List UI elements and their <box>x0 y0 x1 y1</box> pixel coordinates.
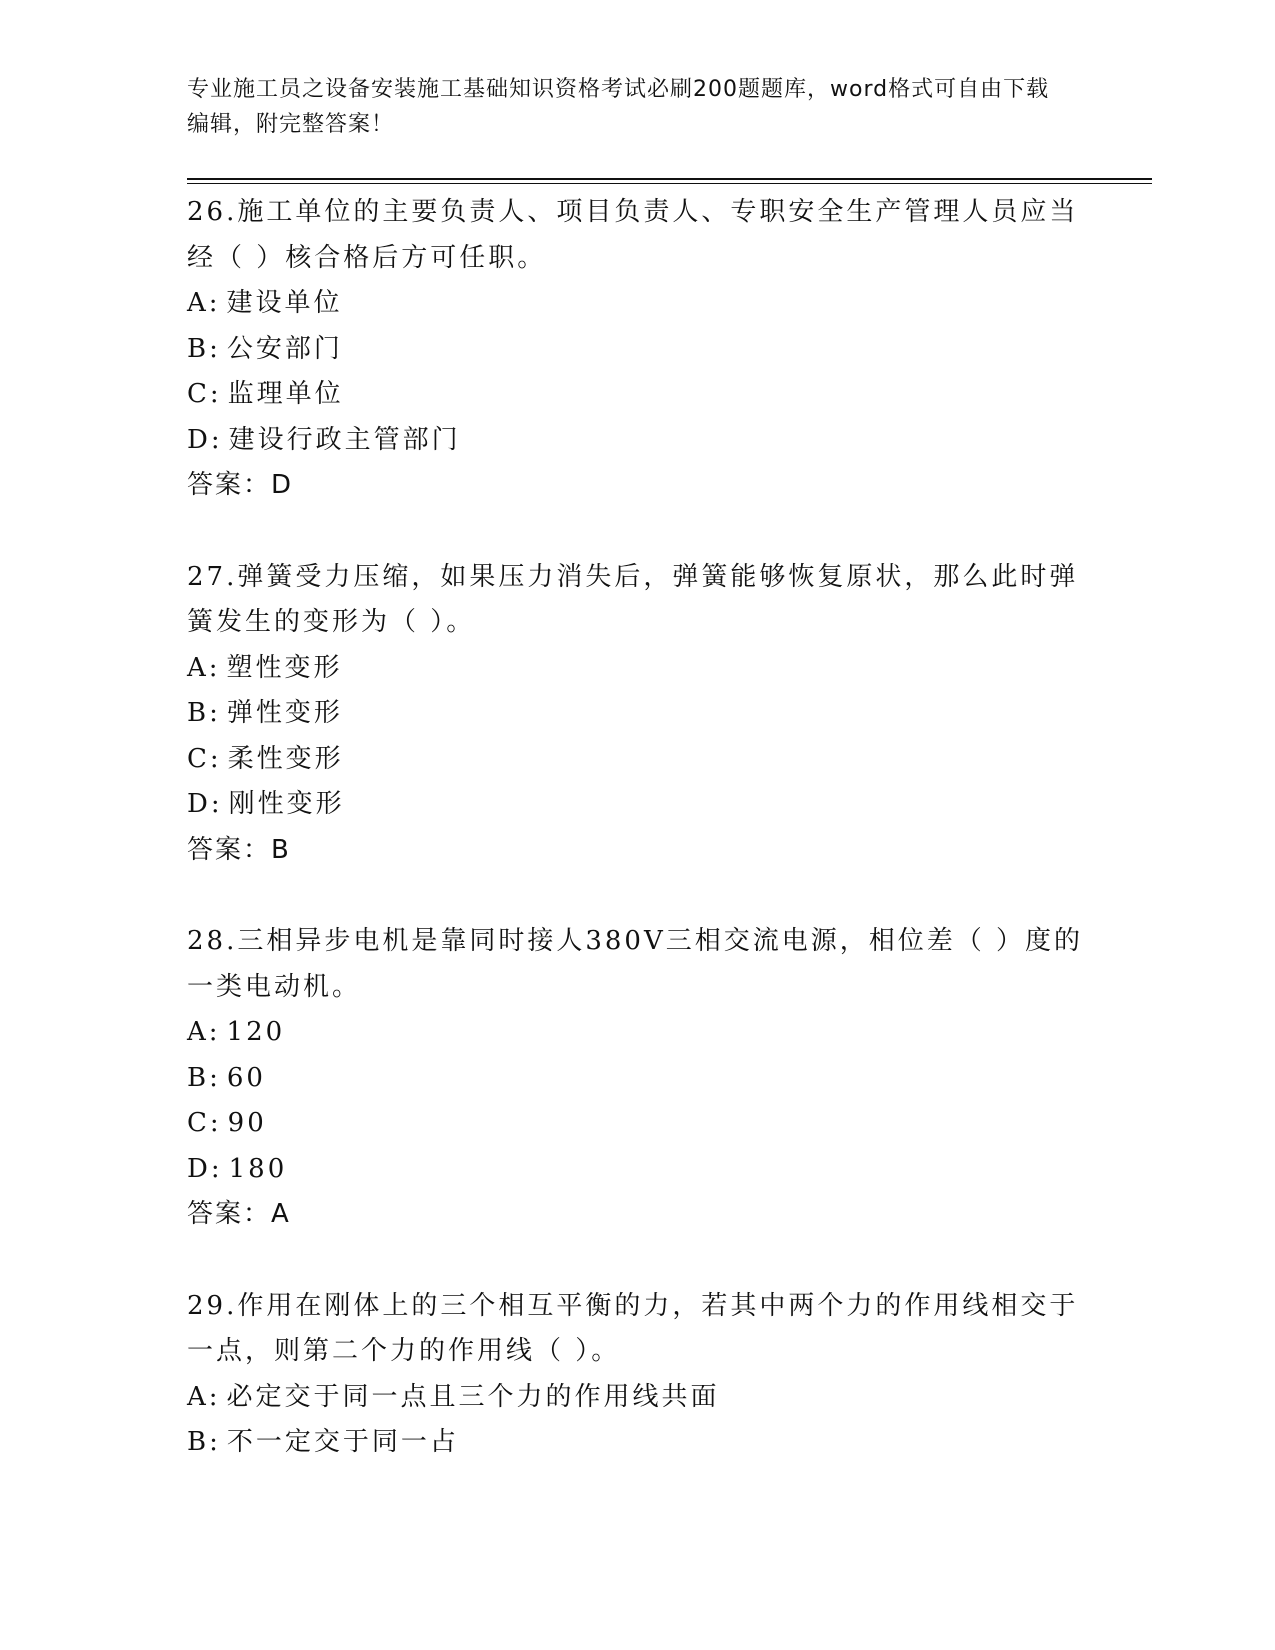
option-letter: D: <box>187 1153 223 1184</box>
option-text: 建设行政主管部门 <box>228 424 461 455</box>
option-letter: B: <box>187 698 221 728</box>
option-text: 不一定交于同一占 <box>226 1427 459 1457</box>
option-c <box>187 737 1087 783</box>
option-letter: C: <box>187 1108 222 1138</box>
option-letter: B: <box>187 1427 221 1457</box>
option-letter: A: <box>187 1017 221 1047</box>
question-28 <box>187 919 1087 1238</box>
answer-line: 答案：B <box>187 834 291 865</box>
question-stem: 29.作用在刚体上的三个相互平衡的力，若其中两个力的作用线相交于一点，则第二个力的作用线（ ）。 <box>187 1290 1079 1366</box>
option-letter: A: <box>187 652 221 683</box>
option-letter: D: <box>187 789 223 819</box>
option-d <box>187 1147 1087 1193</box>
option-d <box>187 418 1087 464</box>
option-b <box>187 1420 1087 1466</box>
question-27 <box>187 555 1087 874</box>
answer-line: 答案：A <box>187 1199 291 1229</box>
option-b <box>187 327 1087 373</box>
option-c <box>187 1101 1087 1147</box>
option-a <box>187 646 1087 692</box>
option-letter: B: <box>187 333 221 364</box>
option-a <box>187 1375 1087 1421</box>
question-list <box>187 190 1087 1512</box>
question-stem: 26.施工单位的主要负责人、项目负责人、专职安全生产管理人员应当经（ ）核合格后方可任职。 <box>187 197 1079 273</box>
option-a <box>187 1010 1087 1056</box>
question-29 <box>187 1284 1087 1466</box>
header-divider-thick <box>187 178 1152 180</box>
question-stem: 27.弹簧受力压缩，如果压力消失后，弹簧能够恢复原状，那么此时弹簧发生的变形为（ ）。 <box>187 561 1079 637</box>
option-letter: C: <box>187 379 222 409</box>
option-text: 90 <box>227 1108 267 1138</box>
option-b <box>187 691 1087 737</box>
option-letter: A: <box>187 288 221 318</box>
option-letter: D: <box>187 424 223 455</box>
option-text: 弹性变形 <box>226 698 343 728</box>
option-letter: C: <box>187 743 222 774</box>
option-text: 塑性变形 <box>226 652 343 683</box>
option-c <box>187 372 1087 418</box>
option-text: 必定交于同一点且三个力的作用线共面 <box>226 1381 720 1412</box>
option-letter: A: <box>187 1381 221 1412</box>
option-text: 刚性变形 <box>228 789 345 819</box>
question-stem: 28.三相异步电机是靠同时接人380V三相交流电源，相位差（ ）度的一类电动机。 <box>187 926 1084 1002</box>
option-text: 120 <box>226 1017 286 1047</box>
option-text: 建设单位 <box>226 288 343 318</box>
option-a <box>187 281 1087 327</box>
option-b <box>187 1056 1087 1102</box>
option-letter: B: <box>187 1062 221 1093</box>
option-text: 60 <box>226 1062 266 1093</box>
header-divider-thin <box>187 183 1152 184</box>
option-text: 柔性变形 <box>227 743 344 774</box>
document-header: 专业施工员之设备安装施工基础知识资格考试必刷200题题库，word格式可自由下载编辑，附完整答案！ <box>187 77 1050 137</box>
option-text: 监理单位 <box>227 379 344 409</box>
option-text: 180 <box>228 1153 288 1184</box>
answer-line: 答案：D <box>187 470 294 500</box>
question-26 <box>187 190 1087 509</box>
option-text: 公安部门 <box>226 333 343 364</box>
option-d <box>187 782 1087 828</box>
